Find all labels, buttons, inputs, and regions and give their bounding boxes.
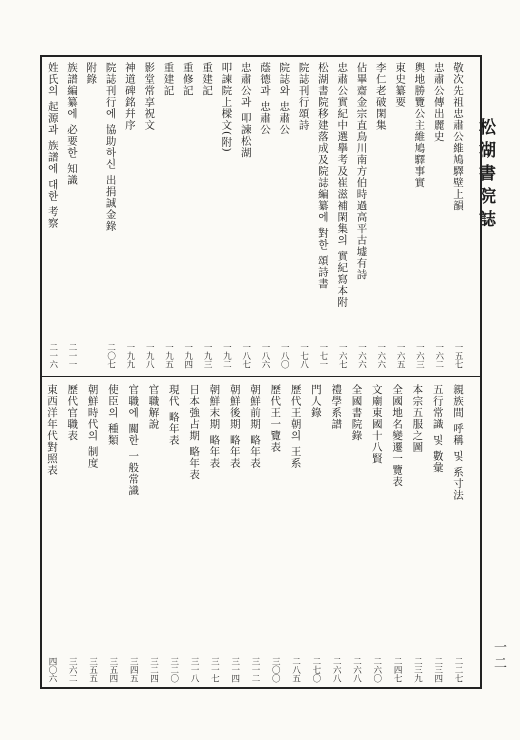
toc-entry-page: 三一八 [189,656,200,682]
toc-entry [87,384,99,682]
toc-entry [143,62,155,368]
toc-entry-title: 重修記 [181,62,194,97]
toc-entry [188,384,200,682]
toc-entry-title: 神道碑銘幷序 [123,62,136,131]
toc-entry-title: 族譜編纂에 必要한 知識 [66,62,78,186]
toc-entry-page: 三〇〇 [270,656,281,682]
toc-entry-title: 現代 略年表 [167,384,180,446]
toc-entry-title: 門人錄 [309,384,322,419]
toc-entry-title: 官職에 關한 一般常識 [127,384,140,497]
toc-entry-title: 官職解說 [147,384,160,430]
toc-entry-title: 叩諫院上樑文(附) [220,62,233,153]
toc-entry [259,62,271,368]
toc-entry-title: 歷代官職表 [66,384,79,442]
toc-entry [278,62,290,368]
toc-entry-title: 佔畢齋金宗直鳥川南方伯時過高平古墟有詩 [355,62,368,281]
toc-entry-page: 二一六 [47,342,58,368]
toc-entry [433,62,445,368]
toc-entry [240,62,252,368]
toc-entry [391,384,403,682]
toc-entry [163,62,175,368]
toc-entry [66,384,78,682]
toc-entry-page: 一九八 [144,342,155,368]
toc-entry-title: 朝鮮後期 略年表 [228,384,241,469]
toc-entry-page: 二〇七 [105,342,116,368]
toc-entry-page: 一六二 [433,342,444,368]
toc-entry-title: 使臣의 種類 [106,384,119,446]
toc-entry-page: 二六〇 [371,656,382,682]
toc-entry [298,62,310,368]
toc-entry-title: 朝鮮時代의 制度 [86,384,99,469]
toc-entry-page: 二六八 [331,656,342,682]
toc-entry-title: 親族間 呼稱 및 系寸法 [452,384,464,501]
toc-entry-page: 一九三 [202,342,213,368]
toc-entry-title: 東史纂要 [394,62,407,108]
toc-entry-title: 忠肅公實紀中選擧考及崔滋補閑集의 實紀寫本附 [336,62,349,308]
toc-entry-page: 一六六 [375,342,386,368]
toc-entry-page: 一八六 [260,342,270,368]
toc-entry [220,62,232,368]
toc-entry-page: 三一二 [250,656,260,682]
toc-entry [127,384,139,682]
toc-entry-title: 李仁老破閑集 [374,62,387,131]
toc-entry-title: 東西洋年代對照表 [46,384,58,476]
toc-entry [432,384,444,682]
toc-entry-page: 三六二 [67,656,78,682]
toc-entry [124,62,136,368]
toc-entry [371,384,383,682]
toc-entry [182,62,194,368]
toc-entry-title: 歷代王朝의 王系 [289,384,302,469]
toc-entry [375,62,387,368]
toc-entry-title: 院誌와 忠肅公 [278,62,291,136]
toc-entry [47,62,59,368]
toc-entry-page: 一七八 [298,342,309,368]
book-title: 松湖書院誌 [475,118,495,233]
toc-entry-page: 三二四 [148,656,159,682]
toc-entry-page: 二六八 [351,656,362,682]
toc-entry-title: 重建記 [201,62,214,97]
toc-entry-page: 一九二 [221,342,232,368]
toc-entry [105,62,117,368]
toc-entry-title: 蔭德과 忠肅公 [259,62,271,136]
toc-entry-page: 一六七 [337,342,348,368]
section-divider [40,376,482,377]
toc-entry [148,384,160,682]
toc-entry-page: 二三四 [432,656,443,682]
toc-entry-title: 五行常識 및 數彙 [431,384,444,474]
toc-entry [336,62,348,368]
toc-entry [107,384,119,682]
toc-entry-title: 全國書院錄 [350,384,363,442]
toc-entry-title: 院誌刊行頌詩 [297,62,310,131]
toc-entry-title: 影堂常享祝文 [143,62,156,131]
toc-entry [290,384,302,682]
toc-entry [229,384,241,682]
toc-entry-page: 一六六 [356,342,367,368]
toc-entry-title: 本宗五服之圖 [411,384,424,453]
toc-entry-title: 禮學系譜 [330,384,343,430]
page-number: 一二 [491,640,506,672]
toc-entry-page: 一九九 [124,342,135,368]
toc-entry-title: 全國地名變遷一覽表 [391,384,404,488]
toc-entry [66,62,78,368]
toc-entry-title: 重建記 [162,62,175,97]
toc-entry-title: 輿地勝覽公主維鳩驛事實 [413,62,426,189]
toc-entry-page: 一五七 [453,342,463,368]
toc-entry-title: 敬次先祖忠肅公維鳩驛壁上韻 [452,62,464,212]
toc-entry [394,62,406,368]
toc-entry [168,384,180,682]
toc-entry-page: 二七〇 [310,656,321,682]
toc-entry [46,384,58,682]
toc-entry [317,62,329,368]
toc-entry [310,384,322,682]
toc-entry-title: 姓氏의 起源과 族譜에 대한 考察 [46,62,59,229]
toc-entry-page: 二一一 [67,342,77,368]
toc-entry [269,384,281,682]
toc-entry-title: 忠肅公과 叩諫松湖 [239,62,252,159]
toc-entry-title: 文廟東國十八賢 [370,384,383,465]
toc-entry-page: 三一四 [229,656,240,682]
toc-entry-page: 一九五 [163,342,174,368]
toc-entry-page: 三一七 [209,656,220,682]
toc-entry-page: 二二七 [453,656,463,682]
toc-entry [330,384,342,682]
toc-entry [452,62,464,368]
toc-entry-page: 二八五 [290,656,301,682]
toc-entry-page: 三五五 [87,656,98,682]
toc-entry-page: 一六五 [395,342,406,368]
toc-entry-page: 一八〇 [279,342,290,368]
toc-entry-page: 三四五 [128,656,139,682]
toc-entry-title: 院誌刊行에 協助하신 出捐誠金錄 [104,62,117,232]
toc-entry-page: 四〇六 [47,656,57,682]
toc-entry-title: 朝鮮前期 略年表 [249,384,261,469]
toc-entry-title: 歷代王一覽表 [269,384,282,453]
toc-entry [411,384,423,682]
toc-entry-page: 三五四 [107,656,118,682]
toc-entry [351,384,363,682]
toc-entry-title: 日本強占期 略年表 [188,384,201,481]
toc-entry [85,62,97,368]
toc-entry-page: 一七一 [317,342,328,368]
toc-entry-title: 朝鮮末期 略年表 [208,384,221,469]
toc-entry [201,62,213,368]
toc-entry [208,384,220,682]
toc-entry-title: 忠肅公傳出麗史 [432,62,445,143]
toc-entry-page: 二三九 [412,656,423,682]
toc-entry-title: 松湖書院移建落成及院誌編纂에 對한 頌詩書 [316,62,329,290]
toc-entry-page: 三二〇 [168,656,179,682]
toc-entry [249,384,261,682]
toc-entry-page: 一八七 [240,342,251,368]
toc-entry-title: 附錄 [85,62,98,85]
toc-entry-page: 一六三 [414,342,425,368]
toc-entry [356,62,368,368]
toc-entry [413,62,425,368]
toc-entry-page: 一九四 [182,342,193,368]
toc-entry [452,384,464,682]
toc-entry-page: 二四七 [392,656,403,682]
